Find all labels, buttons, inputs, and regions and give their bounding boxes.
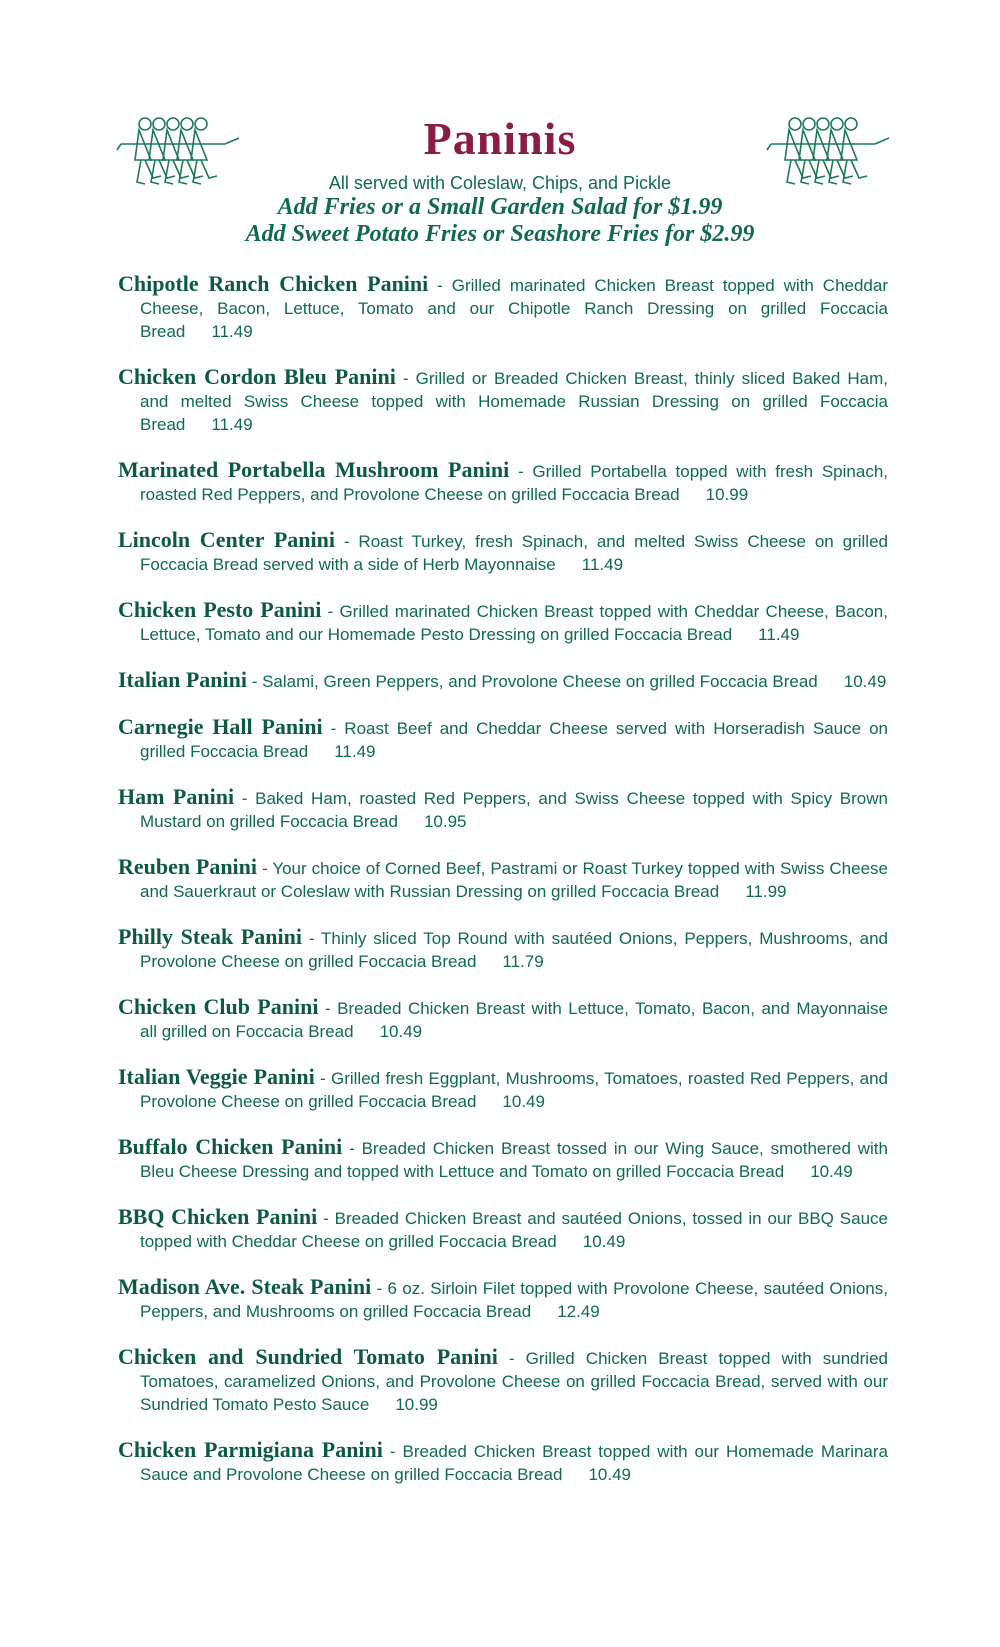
- menu-item-name: Reuben Panini: [118, 854, 258, 879]
- menu-item-price: 11.49: [211, 322, 253, 341]
- menu-item-name: Madison Ave. Steak Panini: [118, 1274, 372, 1299]
- addon-sweet-potato-fries: Add Sweet Potato Fries or Seashore Fries for $2.99: [245, 221, 755, 247]
- menu-item-description: - Grilled Portabella topped with fresh Spinach, roasted Red Peppers, and Provolone Cheese on grilled Foccacia Bread: [140, 462, 888, 504]
- served-with-note: All served with Coleslaw, Chips, and Pickle: [328, 173, 672, 193]
- menu-item-description: - Thinly sliced Top Round with sautéed Onions, Peppers, Mushrooms, and Provolone Cheese on grilled Foccacia Bread: [140, 929, 888, 971]
- menu-item: [118, 458, 888, 506]
- menu-item-price: 10.95: [423, 812, 467, 831]
- menu-item-description: - Your choice of Corned Beef, Pastrami or Roast Turkey topped with Swiss Cheese and Sauerkraut or Coleslaw with Russian Dressing on grilled Foccacia Bread: [140, 859, 888, 901]
- menu-item: [118, 1135, 888, 1183]
- menu-item: [118, 1065, 888, 1113]
- menu-item-description: - Grilled fresh Eggplant, Mushrooms, Tomatoes, roasted Red Peppers, and Provolone Cheese on grilled Foccacia Bread: [140, 1069, 888, 1111]
- menu-item-name: Buffalo Chicken Panini: [118, 1134, 343, 1159]
- menu-item-name: Carnegie Hall Panini: [118, 714, 323, 739]
- menu-item-name: Marinated Portabella Mushroom Panini: [118, 457, 510, 482]
- menu-item-name: Italian Veggie Panini: [118, 1064, 315, 1089]
- menu-item-description: - Grilled marinated Chicken Breast topped with Cheddar Cheese, Bacon, Lettuce, Tomato and our Homemade Pesto Dressing on grilled Foccacia Bread: [140, 602, 888, 644]
- menu-item-price: 10.99: [705, 485, 749, 504]
- menu-item-name: Chicken Pesto Panini: [118, 597, 322, 622]
- menu-item-name: Philly Steak Panini: [118, 924, 302, 949]
- menu-item-name: BBQ Chicken Panini: [118, 1204, 318, 1229]
- menu-item-description: - Breaded Chicken Breast topped with our Homemade Marinara Sauce and Provolone Cheese on grilled Foccacia Bread: [140, 1442, 888, 1484]
- page-title: Paninis: [423, 113, 577, 164]
- menu-item: [118, 785, 888, 833]
- menu-items-list: [118, 272, 888, 1508]
- menu-item-price: 10.49: [843, 672, 887, 691]
- menu-item-description: - Breaded Chicken Breast with Lettuce, Tomato, Bacon, and Mayonnaise all grilled on Foccacia Bread: [140, 999, 889, 1041]
- menu-item: [118, 1438, 888, 1486]
- menu-item-price: 11.49: [211, 415, 253, 434]
- menu-item-description: - Grilled marinated Chicken Breast topped with Cheddar Cheese, Bacon, Lettuce, Tomato and our Chipotle Ranch Dressing on grilled Foccacia Bread: [140, 276, 888, 341]
- menu-item-description: - Baked Ham, roasted Red Peppers, and Swiss Cheese topped with Spicy Brown Mustard on grilled Foccacia Bread: [140, 789, 888, 831]
- menu-item: [118, 855, 888, 903]
- menu-item: [118, 995, 888, 1043]
- menu-item-price: 11.49: [758, 625, 800, 644]
- menu-item-price: 10.49: [379, 1022, 423, 1041]
- menu-item: [118, 715, 888, 763]
- menu-item-name: Ham Panini: [118, 784, 235, 809]
- menu-item-price: 12.49: [557, 1302, 600, 1321]
- menu-item: [118, 365, 888, 436]
- menu-item-description: - Grilled Chicken Breast topped with sundried Tomatoes, caramelized Onions, and Provolone Cheese on grilled Foccacia Bread, served with our Sundried Tomato Pesto Sauce: [140, 1349, 888, 1414]
- menu-item: [118, 598, 888, 646]
- menu-item: [118, 1275, 888, 1323]
- menu-item-price: 11.49: [334, 742, 376, 761]
- menu-item-description: - Breaded Chicken Breast tossed in our Wing Sauce, smothered with Bleu Cheese Dressing and topped with Lettuce and Tomato on grilled Foccacia Bread: [140, 1139, 888, 1181]
- menu-item-price: 11.79: [502, 952, 544, 971]
- menu-item-description: - Roast Beef and Cheddar Cheese served with Horseradish Sauce on grilled Foccacia Bread: [140, 719, 889, 761]
- menu-item-name: Italian Panini: [118, 667, 247, 692]
- menu-item: [118, 1205, 888, 1253]
- menu-item-price: 10.49: [582, 1232, 626, 1251]
- menu-item: [118, 925, 888, 973]
- menu-header: [0, 112, 1000, 248]
- menu-item-description: - Salami, Green Peppers, and Provolone Cheese on grilled Foccacia Bread: [246, 672, 818, 691]
- menu-item-description: - Roast Turkey, fresh Spinach, and melted Swiss Cheese on grilled Foccacia Bread served with a side of Herb Mayonnaise: [140, 532, 888, 574]
- menu-item-price: 10.49: [588, 1465, 631, 1484]
- menu-item-description: - Breaded Chicken Breast and sautéed Onions, tossed in our BBQ Sauce topped with Cheddar Cheese on grilled Foccacia Bread: [140, 1209, 888, 1251]
- menu-item-name: Chicken Club Panini: [118, 994, 319, 1019]
- menu-item-description: - Grilled or Breaded Chicken Breast, thinly sliced Baked Ham, and melted Swiss Cheese topped with Homemade Russian Dressing on grilled Foccacia Bread: [140, 369, 888, 434]
- menu-item-name: Chipotle Ranch Chicken Panini: [118, 271, 429, 296]
- menu-item: [118, 668, 888, 693]
- menu-item-price: 10.99: [395, 1395, 438, 1414]
- addon-fries-salad: Add Fries or a Small Garden Salad for $1.99: [277, 194, 723, 220]
- menu-item: [118, 1345, 888, 1416]
- menu-item-price: 11.99: [745, 882, 787, 901]
- menu-item-name: Chicken Cordon Bleu Panini: [118, 364, 396, 389]
- menu-item-description: - 6 oz. Sirloin Filet topped with Provolone Cheese, sautéed Onions, Peppers, and Mushrooms on grilled Foccacia Bread: [140, 1279, 888, 1321]
- menu-item: [118, 528, 888, 576]
- menu-item-name: Chicken and Sundried Tomato Panini: [118, 1344, 498, 1369]
- menu-item-price: 11.49: [581, 555, 624, 574]
- menu-item-name: Lincoln Center Panini: [118, 527, 335, 552]
- menu-item-name: Chicken Parmigiana Panini: [118, 1437, 383, 1462]
- menu-item: [118, 272, 888, 343]
- menu-item-price: 10.49: [502, 1092, 545, 1111]
- menu-item-price: 10.49: [810, 1162, 853, 1181]
